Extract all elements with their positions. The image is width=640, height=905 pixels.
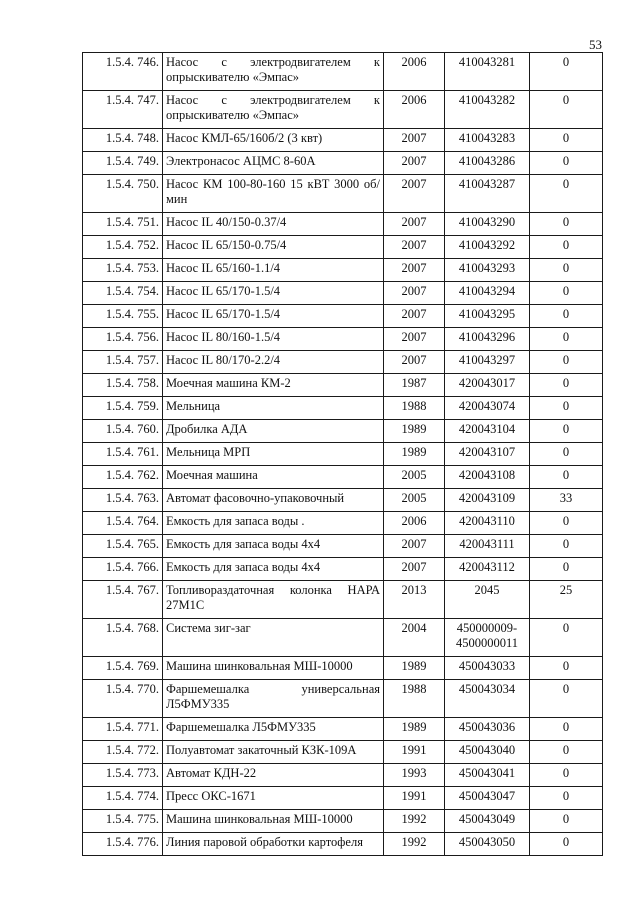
year-cell: 2007 bbox=[384, 282, 445, 305]
value-cell: 0 bbox=[530, 152, 603, 175]
row-number-cell: 1.5.4. 763. bbox=[83, 489, 163, 512]
year-cell: 2013 bbox=[384, 581, 445, 619]
row-number-cell: 1.5.4. 746. bbox=[83, 53, 163, 91]
inventory-number-cell: 450043047 bbox=[445, 787, 530, 810]
row-number-cell: 1.5.4. 765. bbox=[83, 535, 163, 558]
year-cell: 1992 bbox=[384, 810, 445, 833]
year-cell: 2007 bbox=[384, 129, 445, 152]
year-cell: 2006 bbox=[384, 53, 445, 91]
value-cell: 0 bbox=[530, 328, 603, 351]
equipment-name-cell: Пресс ОКС-1671 bbox=[163, 787, 384, 810]
inventory-number-cell: 420043104 bbox=[445, 420, 530, 443]
table-row bbox=[83, 680, 603, 718]
table-row bbox=[83, 397, 603, 420]
table-row bbox=[83, 741, 603, 764]
row-number-cell: 1.5.4. 773. bbox=[83, 764, 163, 787]
row-number-cell: 1.5.4. 774. bbox=[83, 787, 163, 810]
table-row bbox=[83, 718, 603, 741]
equipment-name-cell: Насос КМ 100-80-160 15 кВТ 3000 об/мин bbox=[163, 175, 384, 213]
value-cell: 0 bbox=[530, 466, 603, 489]
inventory-number-cell: 450043036 bbox=[445, 718, 530, 741]
row-number-cell: 1.5.4. 776. bbox=[83, 833, 163, 856]
value-cell: 0 bbox=[530, 351, 603, 374]
inventory-number-cell: 420043017 bbox=[445, 374, 530, 397]
equipment-name-cell: Линия паровой обработки картофеля bbox=[163, 833, 384, 856]
row-number-cell: 1.5.4. 762. bbox=[83, 466, 163, 489]
table-row bbox=[83, 833, 603, 856]
table-row bbox=[83, 328, 603, 351]
value-cell: 0 bbox=[530, 420, 603, 443]
equipment-name-cell: Электронасос АЦМС 8-60А bbox=[163, 152, 384, 175]
table-row bbox=[83, 466, 603, 489]
year-cell: 2007 bbox=[384, 152, 445, 175]
table-row bbox=[83, 282, 603, 305]
year-cell: 1989 bbox=[384, 443, 445, 466]
table-row bbox=[83, 374, 603, 397]
table-row bbox=[83, 535, 603, 558]
year-cell: 2007 bbox=[384, 351, 445, 374]
page-number: 53 bbox=[589, 37, 602, 52]
value-cell: 0 bbox=[530, 680, 603, 718]
table-row bbox=[83, 443, 603, 466]
table-row bbox=[83, 657, 603, 680]
year-cell: 1987 bbox=[384, 374, 445, 397]
row-number-cell: 1.5.4. 758. bbox=[83, 374, 163, 397]
inventory-number-cell: 410043296 bbox=[445, 328, 530, 351]
value-cell: 0 bbox=[530, 741, 603, 764]
inventory-number-cell: 420043074 bbox=[445, 397, 530, 420]
value-cell: 0 bbox=[530, 374, 603, 397]
value-cell: 25 bbox=[530, 581, 603, 619]
value-cell: 0 bbox=[530, 718, 603, 741]
inventory-number-cell: 2045 bbox=[445, 581, 530, 619]
equipment-name-cell: Насос IL 80/160-1.5/4 bbox=[163, 328, 384, 351]
equipment-name-cell: Насос IL 40/150-0.37/4 bbox=[163, 213, 384, 236]
equipment-name-cell: Насос IL 65/170-1.5/4 bbox=[163, 282, 384, 305]
table-row bbox=[83, 351, 603, 374]
equipment-name-cell: Мельница МРП bbox=[163, 443, 384, 466]
table-row bbox=[83, 213, 603, 236]
value-cell: 0 bbox=[530, 213, 603, 236]
table-row bbox=[83, 512, 603, 535]
year-cell: 1988 bbox=[384, 397, 445, 420]
equipment-name-cell: Машина шинковальная МШ-10000 bbox=[163, 657, 384, 680]
value-cell: 0 bbox=[530, 810, 603, 833]
equipment-name-cell: Автомат фасовочно-упаковочный bbox=[163, 489, 384, 512]
table-row bbox=[83, 236, 603, 259]
inventory-number-cell: 450043033 bbox=[445, 657, 530, 680]
row-number-cell: 1.5.4. 749. bbox=[83, 152, 163, 175]
year-cell: 2007 bbox=[384, 213, 445, 236]
row-number-cell: 1.5.4. 761. bbox=[83, 443, 163, 466]
equipment-name-cell: Моечная машина bbox=[163, 466, 384, 489]
inventory-number-cell: 420043108 bbox=[445, 466, 530, 489]
inventory-number-cell: 450000009-4500000011 bbox=[445, 619, 530, 657]
equipment-table-body bbox=[83, 53, 603, 856]
row-number-cell: 1.5.4. 760. bbox=[83, 420, 163, 443]
row-number-cell: 1.5.4. 751. bbox=[83, 213, 163, 236]
year-cell: 1989 bbox=[384, 420, 445, 443]
value-cell: 0 bbox=[530, 259, 603, 282]
table-row bbox=[83, 581, 603, 619]
table-row bbox=[83, 259, 603, 282]
row-number-cell: 1.5.4. 747. bbox=[83, 91, 163, 129]
value-cell: 0 bbox=[530, 512, 603, 535]
inventory-number-cell: 410043287 bbox=[445, 175, 530, 213]
year-cell: 2007 bbox=[384, 259, 445, 282]
table-row bbox=[83, 489, 603, 512]
inventory-number-cell: 410043283 bbox=[445, 129, 530, 152]
year-cell: 1991 bbox=[384, 787, 445, 810]
inventory-number-cell: 410043297 bbox=[445, 351, 530, 374]
value-cell: 0 bbox=[530, 558, 603, 581]
inventory-number-cell: 410043294 bbox=[445, 282, 530, 305]
year-cell: 1988 bbox=[384, 680, 445, 718]
table-row bbox=[83, 152, 603, 175]
row-number-cell: 1.5.4. 775. bbox=[83, 810, 163, 833]
row-number-cell: 1.5.4. 764. bbox=[83, 512, 163, 535]
equipment-name-cell: Насос IL 65/150-0.75/4 bbox=[163, 236, 384, 259]
equipment-name-cell: Насос IL 65/170-1.5/4 bbox=[163, 305, 384, 328]
inventory-number-cell: 420043110 bbox=[445, 512, 530, 535]
row-number-cell: 1.5.4. 755. bbox=[83, 305, 163, 328]
value-cell: 0 bbox=[530, 787, 603, 810]
table-row bbox=[83, 810, 603, 833]
year-cell: 2007 bbox=[384, 535, 445, 558]
value-cell: 0 bbox=[530, 397, 603, 420]
inventory-number-cell: 450043041 bbox=[445, 764, 530, 787]
equipment-name-cell: Емкость для запаса воды 4х4 bbox=[163, 558, 384, 581]
inventory-number-cell: 450043049 bbox=[445, 810, 530, 833]
year-cell: 2005 bbox=[384, 489, 445, 512]
row-number-cell: 1.5.4. 757. bbox=[83, 351, 163, 374]
table-row bbox=[83, 129, 603, 152]
value-cell: 0 bbox=[530, 175, 603, 213]
equipment-name-cell: Емкость для запаса воды . bbox=[163, 512, 384, 535]
inventory-number-cell: 420043112 bbox=[445, 558, 530, 581]
value-cell: 0 bbox=[530, 129, 603, 152]
year-cell: 2007 bbox=[384, 558, 445, 581]
equipment-name-cell: Фаршемешалка Л5ФМУ335 bbox=[163, 718, 384, 741]
year-cell: 2007 bbox=[384, 236, 445, 259]
equipment-name-cell: Топливораздаточная колонка НАРА 27М1С bbox=[163, 581, 384, 619]
value-cell: 0 bbox=[530, 443, 603, 466]
equipment-name-cell: Фаршемешалка универсальная Л5ФМУ335 bbox=[163, 680, 384, 718]
row-number-cell: 1.5.4. 767. bbox=[83, 581, 163, 619]
inventory-number-cell: 410043292 bbox=[445, 236, 530, 259]
row-number-cell: 1.5.4. 750. bbox=[83, 175, 163, 213]
inventory-number-cell: 410043290 bbox=[445, 213, 530, 236]
table-row bbox=[83, 764, 603, 787]
value-cell: 0 bbox=[530, 619, 603, 657]
year-cell: 1989 bbox=[384, 657, 445, 680]
inventory-number-cell: 420043109 bbox=[445, 489, 530, 512]
equipment-name-cell: Автомат КДН-22 bbox=[163, 764, 384, 787]
row-number-cell: 1.5.4. 753. bbox=[83, 259, 163, 282]
equipment-name-cell: Насос IL 80/170-2.2/4 bbox=[163, 351, 384, 374]
inventory-number-cell: 410043286 bbox=[445, 152, 530, 175]
inventory-number-cell: 450043034 bbox=[445, 680, 530, 718]
value-cell: 0 bbox=[530, 535, 603, 558]
row-number-cell: 1.5.4. 771. bbox=[83, 718, 163, 741]
table-row bbox=[83, 305, 603, 328]
year-cell: 2006 bbox=[384, 512, 445, 535]
equipment-name-cell: Насос IL 65/160-1.1/4 bbox=[163, 259, 384, 282]
table-row bbox=[83, 53, 603, 91]
equipment-name-cell: Емкость для запаса воды 4х4 bbox=[163, 535, 384, 558]
year-cell: 2007 bbox=[384, 328, 445, 351]
value-cell: 0 bbox=[530, 53, 603, 91]
equipment-name-cell: Насос с электродвигателем к опрыскивателю «Эмпас» bbox=[163, 91, 384, 129]
table-row bbox=[83, 175, 603, 213]
year-cell: 2007 bbox=[384, 305, 445, 328]
value-cell: 0 bbox=[530, 236, 603, 259]
equipment-name-cell: Мельница bbox=[163, 397, 384, 420]
inventory-number-cell: 420043107 bbox=[445, 443, 530, 466]
year-cell: 2004 bbox=[384, 619, 445, 657]
year-cell: 1991 bbox=[384, 741, 445, 764]
value-cell: 33 bbox=[530, 489, 603, 512]
row-number-cell: 1.5.4. 748. bbox=[83, 129, 163, 152]
inventory-number-cell: 410043281 bbox=[445, 53, 530, 91]
inventory-number-cell: 410043282 bbox=[445, 91, 530, 129]
value-cell: 0 bbox=[530, 282, 603, 305]
equipment-name-cell: Моечная машина КМ-2 bbox=[163, 374, 384, 397]
row-number-cell: 1.5.4. 768. bbox=[83, 619, 163, 657]
row-number-cell: 1.5.4. 752. bbox=[83, 236, 163, 259]
row-number-cell: 1.5.4. 759. bbox=[83, 397, 163, 420]
year-cell: 2006 bbox=[384, 91, 445, 129]
year-cell: 1989 bbox=[384, 718, 445, 741]
table-row bbox=[83, 619, 603, 657]
year-cell: 1992 bbox=[384, 833, 445, 856]
table-row bbox=[83, 787, 603, 810]
equipment-table bbox=[82, 52, 603, 856]
table-row bbox=[83, 558, 603, 581]
row-number-cell: 1.5.4. 772. bbox=[83, 741, 163, 764]
equipment-name-cell: Насос КМЛ-65/160б/2 (3 квт) bbox=[163, 129, 384, 152]
row-number-cell: 1.5.4. 766. bbox=[83, 558, 163, 581]
value-cell: 0 bbox=[530, 91, 603, 129]
value-cell: 0 bbox=[530, 764, 603, 787]
equipment-name-cell: Машина шинковальная МШ-10000 bbox=[163, 810, 384, 833]
value-cell: 0 bbox=[530, 657, 603, 680]
inventory-number-cell: 450043050 bbox=[445, 833, 530, 856]
year-cell: 2005 bbox=[384, 466, 445, 489]
inventory-number-cell: 410043293 bbox=[445, 259, 530, 282]
value-cell: 0 bbox=[530, 305, 603, 328]
equipment-name-cell: Полуавтомат закаточный КЗК-109А bbox=[163, 741, 384, 764]
table-row bbox=[83, 91, 603, 129]
row-number-cell: 1.5.4. 769. bbox=[83, 657, 163, 680]
inventory-number-cell: 410043295 bbox=[445, 305, 530, 328]
inventory-number-cell: 420043111 bbox=[445, 535, 530, 558]
equipment-name-cell: Дробилка АДА bbox=[163, 420, 384, 443]
year-cell: 1993 bbox=[384, 764, 445, 787]
equipment-name-cell: Насос с электродвигателем к опрыскивателю «Эмпас» bbox=[163, 53, 384, 91]
inventory-number-cell: 450043040 bbox=[445, 741, 530, 764]
table-row bbox=[83, 420, 603, 443]
row-number-cell: 1.5.4. 754. bbox=[83, 282, 163, 305]
value-cell: 0 bbox=[530, 833, 603, 856]
row-number-cell: 1.5.4. 770. bbox=[83, 680, 163, 718]
row-number-cell: 1.5.4. 756. bbox=[83, 328, 163, 351]
year-cell: 2007 bbox=[384, 175, 445, 213]
equipment-name-cell: Система зиг-заг bbox=[163, 619, 384, 657]
